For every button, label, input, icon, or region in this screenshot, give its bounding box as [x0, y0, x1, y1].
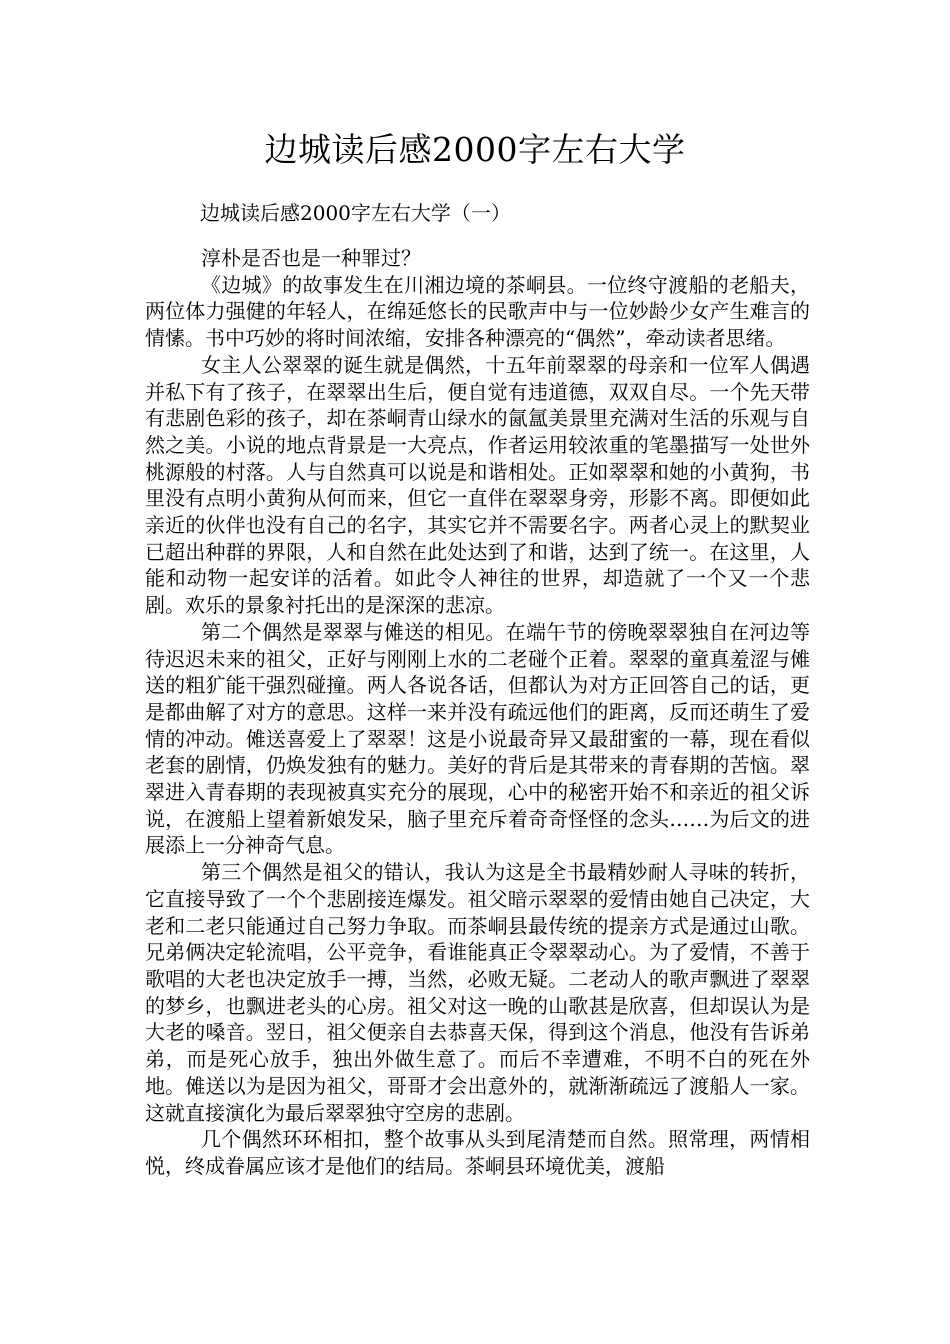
- paragraph: 淳朴是否也是一种罪过？: [201, 246, 421, 270]
- paragraph: 第三个偶然是祖父的错认，我认为这是全书最精妙耐人寻味的转折，它直接导致了一个个悲剧接连爆发。祖父暗示翠翠的爱情由她自己决定，大老和二老只能通过自己努力争取。而茶峒县最传统的提亲方式是通过山歌。兄弟俩决定轮流唱，公平竞争，看谁能真正令翠翠动心。为了爱情，不善于歌唱的大老也决定放手一搏，当然，必败无疑。二老动人的歌声飘进了翠翠的梦乡，也飘进老头的心房。祖父对这一晚的山歌甚是欣喜，但却误认为是大老的嗓音。翌日，祖父便亲自去恭喜天保，得到这个消息，他没有告诉弟弟，而是死心放手，独出外做生意了。而后不幸遭难，不明不白的死在外地。傩送以为是因为祖父，哥哥才会出意外的，就渐渐疏远了渡船人一家。这就直接演化为最后翠翠独守空房的悲剧。: [145, 860, 810, 1125]
- paragraph: 第二个偶然是翠翠与傩送的相见。在端午节的傍晚翠翠独自在河边等待迟迟未来的祖父，正好与刚刚上水的二老碰个正着。翠翠的童真羞涩与傩送的粗犷能干强烈碰撞。两人各说各话，但都认为对方正回答自己的话，更是都曲解了对方的意思。这样一来并没有疏远他们的距离，反而还萌生了爱情的冲动。傩送喜爱上了翠翠！这是小说最奇异又最甜蜜的一幕，现在看似老套的剧情，仍焕发独有的魅力。美好的背后是其带来的青春期的苦恼。翠翠进入青春期的表现被真实充分的展现，心中的秘密开始不和亲近的祖父诉说，在渡船上望着新娘发呆，脑子里充斥着奇奇怪怪的念头……为后文的进展添上一分神奇气息。: [145, 619, 810, 858]
- document-title: 边城读后感2000字左右大学: [264, 130, 686, 169]
- paragraph: 女主人公翠翠的诞生就是偶然，十五年前翠翠的母亲和一位军人偶遇并私下有了孩子，在翠翠出生后，便自觉有违道德，双双自尽。一个先天带有悲剧色彩的孩子，却在茶峒青山绿水的氤氲美景里充满对生活的乐观与自然之美。小说的地点背景是一大亮点，作者运用较浓重的笔墨描写一处世外桃源般的村落。人与自然真可以说是和谐相处。正如翠翠和她的小黄狗，书里没有点明小黄狗从何而来，但它一直伴在翠翠身旁，形影不离。即便如此亲近的伙伴也没有自己的名字，其实它并不需要名字。两者心灵上的默契业已超出种群的界限，人和自然在此处达到了和谐，达到了统一。在这里，人能和动物一起安详的活着。如此令人神往的世界，却造就了一个又一个悲剧。欢乐的景象衬托出的是深深的悲凉。: [145, 352, 810, 618]
- document-subtitle: 边城读后感2000字左右大学（一）: [200, 201, 511, 225]
- document-body: [145, 245, 810, 1180]
- paragraph: 几个偶然环环相扣，整个故事从头到尾清楚而自然。照常理，两情相悦，终成眷属应该才是他们的结局。茶峒县环境优美，渡船: [145, 1127, 810, 1178]
- paragraph: 《边城》的故事发生在川湘边境的茶峒县。一位终守渡船的老船夫，两位体力强健的年轻人，在绵延悠长的民歌声中与一位妙龄少女产生难言的情愫。书中巧妙的将时间浓缩，安排各种漂亮的“偶然”，牵动读者思绪。: [145, 272, 810, 351]
